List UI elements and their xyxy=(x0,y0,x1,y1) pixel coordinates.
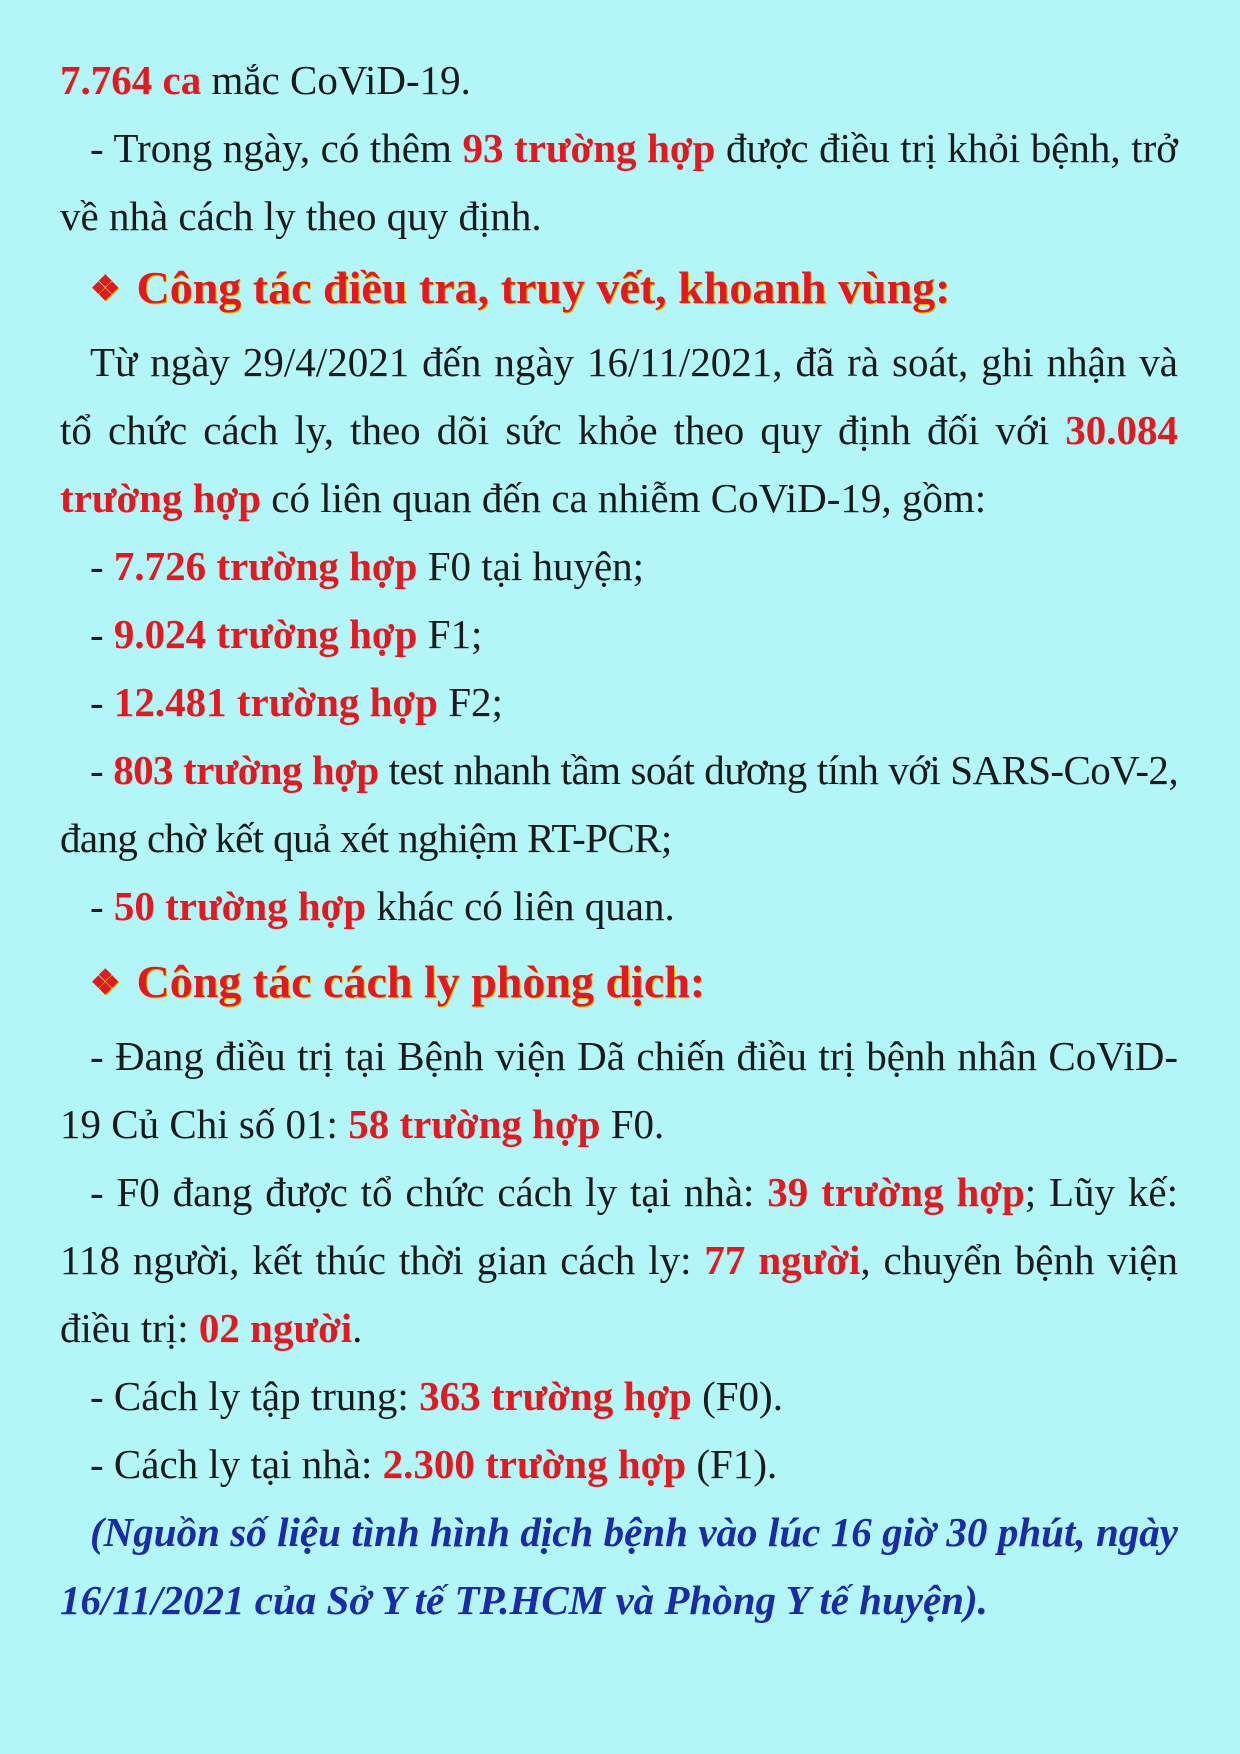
paragraph-recovered: - Trong ngày, có thêm 93 trường hợp được điều trị khỏi bệnh, trở về nhà cách ly theo quy định. xyxy=(60,125,1178,239)
paragraph-home-isolation-f0: - F0 đang được tổ chức cách ly tại nhà: 39 trường hợp; Lũy kế: 118 người, kết thúc thời gian cách ly: 77 người, chuyển bệnh viện điều trị: 02 người. xyxy=(60,1169,1179,1351)
highlight-tracing-total: 30.084 trường hợp xyxy=(60,407,1178,521)
list-item: - 803 trường hợp test nhanh tầm soát dương tính với SARS-CoV-2, đang chờ kết quả xét nghiệm RT-PCR; xyxy=(60,747,1178,861)
section-heading-quarantine: ❖ Công tác cách ly phòng dịch: xyxy=(60,944,1178,1022)
paragraph-home-quarantine: - Cách ly tại nhà: 2.300 trường hợp (F1). xyxy=(90,1441,778,1487)
diamond-bullet-icon: ❖ xyxy=(90,271,121,308)
list-item: - 12.481 trường hợp F2; xyxy=(90,679,503,725)
section-heading-tracing: ❖ Công tác điều tra, truy vết, khoanh vùng: xyxy=(60,250,1178,328)
list-item: - 50 trường hợp khác có liên quan. xyxy=(90,883,675,929)
highlight-field-hospital: 58 trường hợp xyxy=(348,1101,601,1147)
diamond-bullet-icon: ❖ xyxy=(90,965,121,1002)
highlight-recovered: 93 trường hợp xyxy=(462,125,716,171)
paragraph-centralized-quarantine: - Cách ly tập trung: 363 trường hợp (F0). xyxy=(90,1373,783,1419)
source-note: (Nguồn số liệu tình hình dịch bệnh vào lúc 16 giờ 30 phút, ngày 16/11/2021 của Sở Y tế TP.HCM và Phòng Y tế huyện). xyxy=(60,1509,1178,1623)
list-item: - 9.024 trường hợp F1; xyxy=(90,611,483,657)
list-item: - 7.726 trường hợp F0 tại huyện; xyxy=(90,543,645,589)
paragraph-field-hospital: - Đang điều trị tại Bệnh viện Dã chiến điều trị bệnh nhân CoViD-19 Củ Chi số 01: 58 trường hợp F0. xyxy=(60,1033,1178,1147)
highlight-total-cases: 7.764 ca xyxy=(60,57,202,103)
paragraph-total-cases: 7.764 ca mắc CoViD-19. xyxy=(60,57,471,103)
paragraph-tracing-summary: Từ ngày 29/4/2021 đến ngày 16/11/2021, đã rà soát, ghi nhận và tổ chức cách ly, theo dõi sức khỏe theo quy định đối với 30.084 trường hợp có liên quan đến ca nhiễm CoViD-19, gồm: xyxy=(60,339,1178,521)
